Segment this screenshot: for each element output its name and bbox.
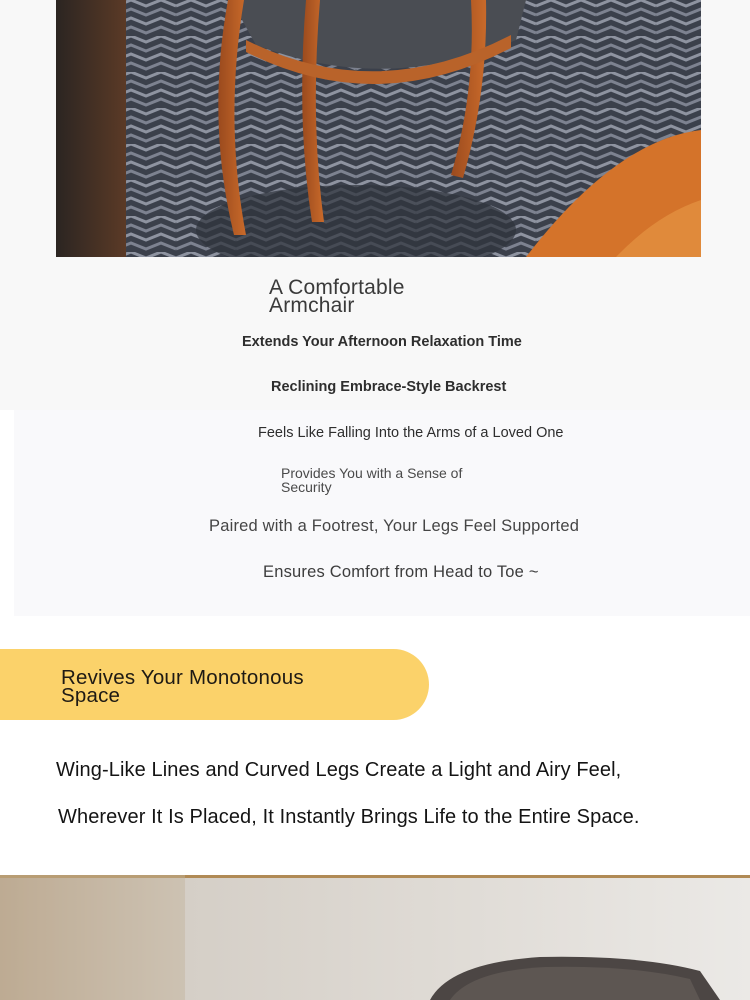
feature-title: A Comfortable Armchair [269, 276, 405, 317]
armchair-in-room-photo [0, 875, 750, 1000]
feature-line-comfort: Ensures Comfort from Head to Toe ~ [263, 563, 539, 581]
armchair-on-rug-photo [56, 0, 701, 257]
feature-line-embrace: Feels Like Falling Into the Arms of a Loved One [258, 425, 564, 441]
feature-line-afternoon: Extends Your Afternoon Relaxation Time [242, 334, 522, 350]
description-line-2: Wherever It Is Placed, It Instantly Brings Life to the Entire Space. [58, 806, 640, 828]
feature-line-security: Provides You with a Sense of Security [281, 465, 463, 495]
section-title: Revives Your Monotonous Space [61, 666, 304, 707]
feature-line-footrest: Paired with a Footrest, Your Legs Feel Supported [209, 517, 580, 535]
description-line-1: Wing-Like Lines and Curved Legs Create a Light and Airy Feel, [56, 759, 622, 781]
feature-line-backrest: Reclining Embrace-Style Backrest [271, 379, 507, 395]
